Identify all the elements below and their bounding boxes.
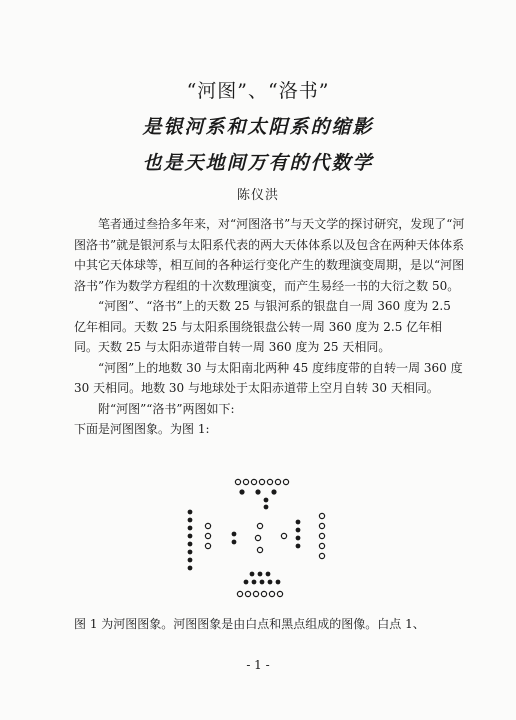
paragraph-4: 附“河图”“洛书”两图如下:: [98, 401, 235, 416]
paragraph-2: “河图”、“洛书”上的天数 25 与银河系的银盘自一周 360 度为 2.5 亿年相同。天数 25 与太阳系围绕银盘公转一周 360 度为 2.5 亿年相同。天数 25 与太阳赤道带自转一周 360 度为 25 天相同。: [74, 299, 451, 354]
hetu-inner-right-white: [281, 533, 286, 538]
hetu-left-white-column: [205, 523, 210, 548]
hetu-inner-left-black: [232, 532, 237, 545]
hetu-diagram: [182, 476, 334, 606]
hetu-left-black-column: [188, 510, 193, 571]
hetu-top-white-dots: [235, 479, 288, 484]
page-number: - 1 -: [246, 658, 270, 672]
body-text: [74, 214, 466, 440]
hetu-top-black-dots: [239, 489, 276, 509]
hetu-right-white-column: [319, 513, 324, 558]
author-name: 陈仪洪: [236, 188, 279, 203]
paragraph-3: “河图”上的地数 30 与太阳南北两种 45 度纬度带的自转一周 360 度 30 天相同。地数 30 与地球处于太阳赤道带上空月自转 30 天相同。: [74, 360, 463, 395]
hetu-right-black-column: [296, 520, 301, 549]
figure-intro: 下面是河图图象。为图 1:: [74, 422, 210, 436]
figure-caption: 图 1 为河图图象。河图图象是由白点和黑点组成的图像。白点 1、: [74, 617, 425, 631]
title-line-3: 也是天地间万有的代数学: [142, 152, 374, 174]
title-line-2: 是银河系和太阳系的缩影: [142, 116, 374, 138]
hetu-bottom-white-dots: [237, 591, 282, 596]
hetu-bottom-black-dots: [244, 572, 281, 585]
paragraph-1: 笔者通过叁拾多年来，对“河图洛书”与天文学的探讨研究，发现了“河图洛书”就是银河系与太阳系代表的两大天体体系以及包含在两种天体体系中其它天体球等，相互间的各种运行变化产生的数理演变周期，是以“河图洛书”作为数学方程组的十次数理演变，而产生易经一书的大衍之数 50。: [74, 217, 465, 293]
hetu-center-white: [255, 523, 262, 552]
title-line-1: “河图”、“洛书”: [186, 80, 330, 102]
